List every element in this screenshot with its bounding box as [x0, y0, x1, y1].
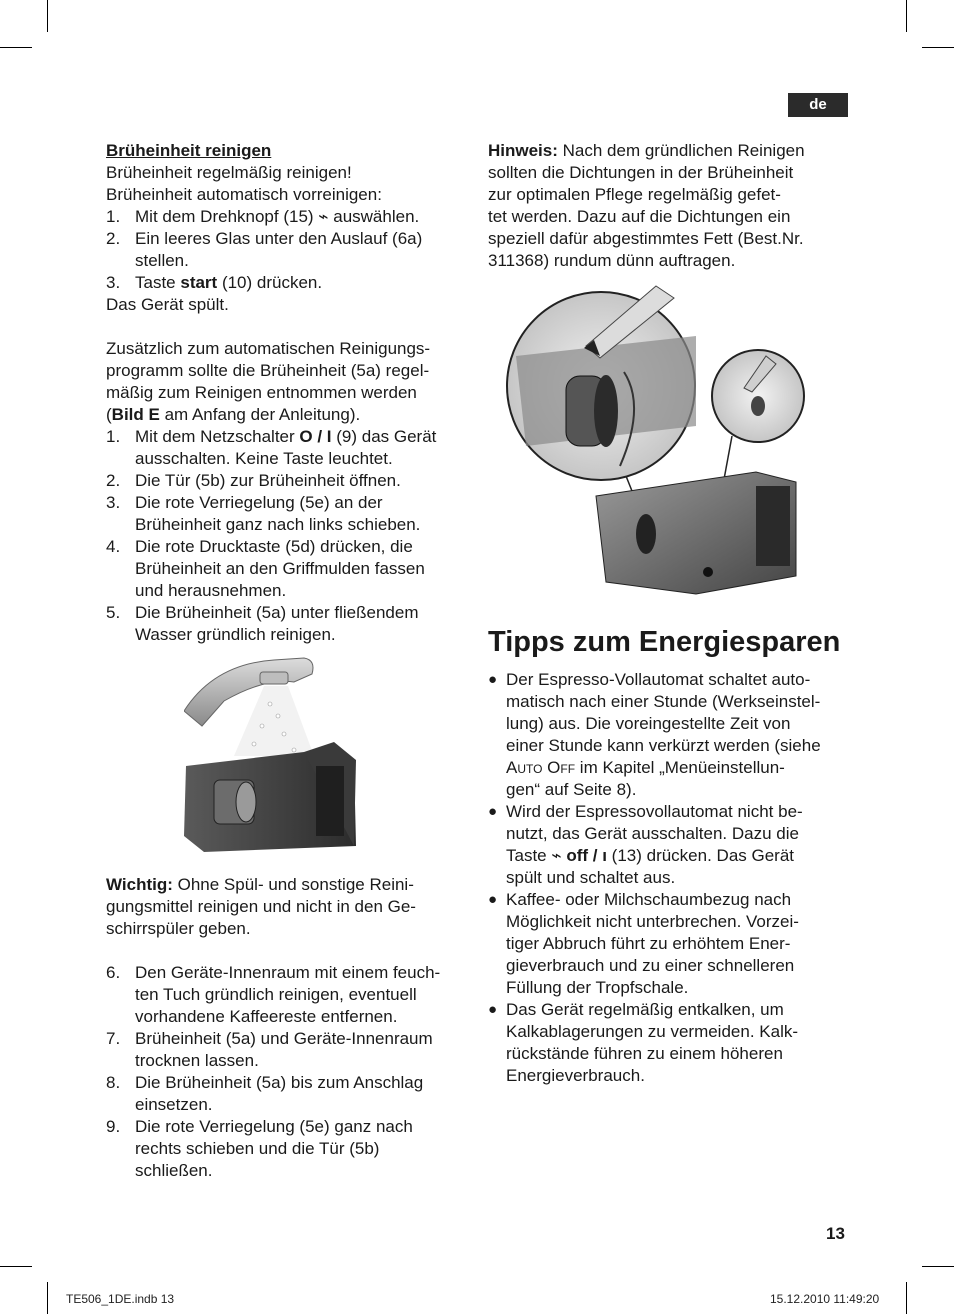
important-note: Wichtig: Ohne Spül- und sonstige Reini-: [106, 875, 414, 894]
list-item: ● Wird der Espressovollautomat nicht be- nutzt, das Gerät ausschalten. Dazu die Taste ⌁ off / ı (13) drücken. Das Gerät spült und schaltet aus.: [488, 802, 803, 887]
power-switch-label: O / I: [299, 427, 332, 446]
paragraph-line: programm sollte die Brüheinheit (5a) regel-: [106, 361, 430, 380]
list-item: 9. Die rote Verriegelung (5e) ganz nach rechts schieben und die Tür (5b) schließen.: [106, 1117, 413, 1180]
list-item: 4. Die rote Drucktaste (5d) drücken, die Brüheinheit an den Griffmulden fassen und herausnehmen.: [106, 537, 425, 600]
crop-mark: [906, 0, 907, 32]
key-label: start: [180, 273, 218, 292]
list-item: 2. Die Tür (5b) zur Brüheinheit öffnen.: [106, 471, 401, 490]
list-item: 5. Die Brüheinheit (5a) unter fließendem Wasser gründlich reinigen.: [106, 603, 419, 644]
crop-mark: [47, 0, 48, 32]
status-text: Das Gerät spült.: [106, 295, 229, 314]
footer-timestamp: 15.12.2010 11:49:20: [770, 1292, 880, 1306]
list-item: 7. Brüheinheit (5a) und Geräte-Innenraum trocknen lassen.: [106, 1029, 433, 1070]
list-item: ● Das Gerät regelmäßig entkalken, um Kalkablagerungen zu vermeiden. Kalk- rückstände führen zu einem höheren Energieverbrauch.: [488, 1000, 799, 1085]
right-column: Hinweis: Nach dem gründlichen Reinigen sollten die Dichtungen in der Brüheinheit zur optimalen Pflege regelmäßig gefet- tet werden. Dazu auf die Dichtungen ein speziell dafür abgestimmtes Fett (Best.Nr. 311368) rundum dünn auftragen.: [488, 140, 853, 272]
brew-unit-grease-illustration: [496, 276, 826, 606]
list-item: 2. Ein leeres Glas unter den Auslauf (6a) stellen.: [106, 229, 423, 270]
menu-term: Auto Off: [506, 758, 576, 777]
list-item: ● Der Espresso-Vollautomat schaltet auto- matisch nach einer Stunde (Werkseinstel- lung) aus. Die voreingestellte Zeit von einer Stunde kann verkürzt werden (siehe Auto Off im Kapitel „Menüeinstellun- gen“ auf Seite 8).: [488, 670, 821, 799]
language-badge: de: [788, 93, 848, 117]
page-number: 13: [826, 1224, 845, 1243]
list-item: 1. Mit dem Netzschalter O / I (9) das Gerät ausschalten. Keine Taste leuchtet.: [106, 427, 437, 468]
left-column: Brüheinheit reinigen Brüheinheit regelmäßig reinigen! Brüheinheit automatisch vorreinigen: 1. Mit dem Drehknopf (15) ⌁ auswählen. 2. Ein leeres Glas unter den Auslauf (6a) stellen. 3. Taste start (10) drücken. Das Gerät spült. Zusätzlich zum automatischen Reinigungs- programm sollte die Brüheinheit (5a) regel- mäßig zum Reinigen entnommen werden (Bild E am Anfang der Anleitung). 1. Mit dem Netzschalter O / I (9) das Gerät ausschalten. Keine Taste leuchtet. 2. Die Tür (5b) zur Brüheinheit öffnen. 3. Die rote Verriegelung (5e) an der Brüheinheit ganz nach links schieben. 4. Die rote Drucktaste (5d) drücken, die Brüheinheit an den Griffmulden fassen und herausnehmen. 5. Die Brüheinheit (5a) unter fließendem Wasser gründlich reinigen. Wichtig: Ohne Spül- und sonstige Reini- gungsmittel reinigen und nicht in den Ge- schirrspüler geben. 6. Den Geräte-Innenraum mit einem feuch- ten Tuch gründlich reinigen, eventuell vorhandene Kaffeereste entfernen. 7. Brüheinheit (5a) und Geräte-Innenraum trocknen lassen. 8. Die Brüheinheit (5a) bis zum Anschlag einsetzen. 9. Die rote Verriegelung (5e) ganz nach rechts schieben und die Tür (5b) schließen.: [106, 140, 468, 1182]
crop-mark: [0, 1266, 32, 1267]
steps-list-b: [106, 426, 468, 646]
footer-file-info: TE506_1DE.indb 13: [66, 1292, 175, 1306]
list-item: 1. Mit dem Drehknopf (15) ⌁ auswählen.: [106, 207, 420, 226]
steps-list-a: [106, 206, 468, 294]
crop-mark: [47, 1282, 48, 1314]
list-item: 6. Den Geräte-Innenraum mit einem feuch- ten Tuch gründlich reinigen, eventuell vorhandene Kaffeereste entfernen.: [106, 963, 441, 1026]
list-item: 3. Die rote Verriegelung (5e) an der Brüheinheit ganz nach links schieben.: [106, 493, 421, 534]
paragraph-line: (Bild E am Anfang der Anleitung).: [106, 405, 361, 424]
tap-rinse-illustration: [184, 656, 362, 852]
list-item: 8. Die Brüheinheit (5a) bis zum Anschlag einsetzen.: [106, 1073, 424, 1114]
intro-line: Brüheinheit automatisch vorreinigen:: [106, 185, 382, 204]
list-item: ● Kaffee- oder Milchschaumbezug nach Möglichkeit nicht unterbrechen. Vorzei- tiger Abbruch führt zu erhöhtem Ener- gieverbrauch und zu einer schnelleren Füllung der Tropfschale.: [488, 890, 799, 997]
steps-list-c: [106, 962, 468, 1182]
paragraph-line: mäßig zum Reinigen entnommen werden: [106, 383, 417, 402]
hint-note: Hinweis: Nach dem gründlichen Reinigen: [488, 141, 805, 160]
list-item: 3. Taste start (10) drücken.: [106, 273, 323, 292]
section-heading: Brüheinheit reinigen: [106, 141, 272, 160]
crop-mark: [922, 1266, 954, 1267]
crop-mark: [922, 47, 954, 48]
energy-tips-list: [488, 669, 853, 1087]
intro-line: Brüheinheit regelmäßig reinigen!: [106, 163, 352, 182]
crop-mark: [906, 1282, 907, 1314]
section-title: Tipps zum Energiesparen: [488, 626, 841, 658]
crop-mark: [0, 47, 32, 48]
paragraph-line: Zusätzlich zum automatischen Reinigungs-: [106, 339, 431, 358]
key-label: off / ı: [566, 846, 607, 865]
